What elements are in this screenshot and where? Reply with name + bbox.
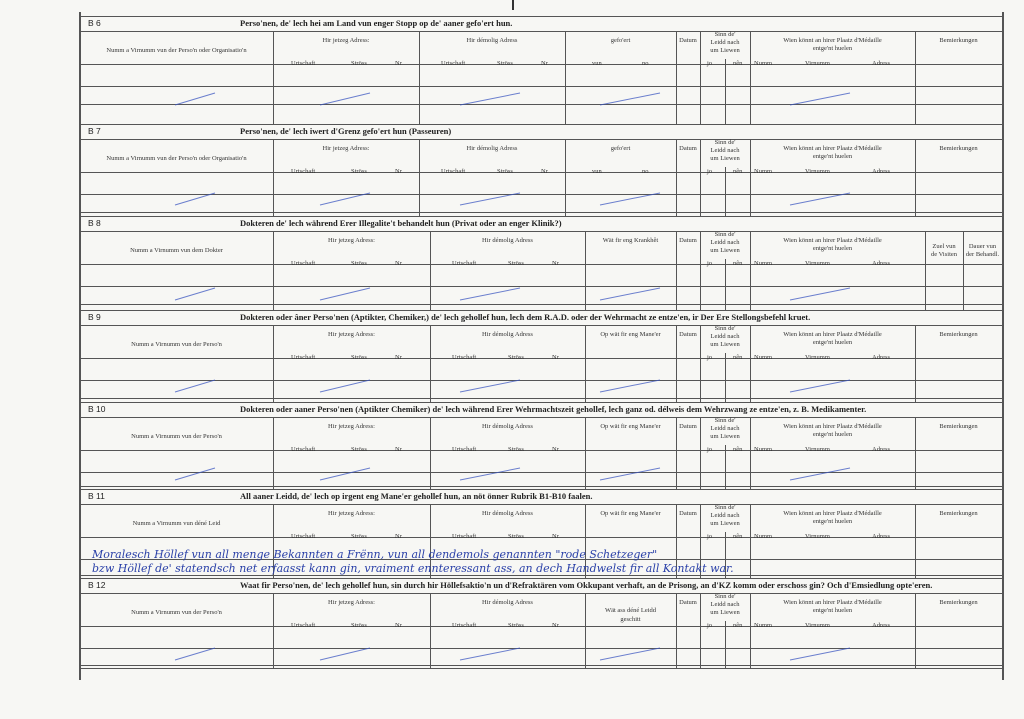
entry-row-rule (80, 575, 1002, 576)
alive-header: Leidd nach (710, 512, 740, 519)
town-header: Urtschaft (291, 446, 316, 453)
pen-slash (790, 193, 850, 205)
number-header: Nr (541, 168, 548, 175)
former-address-header: Hir démolig Adress (482, 423, 533, 430)
section-top-rule (80, 578, 1002, 579)
section-header-rule (80, 417, 1002, 418)
medal-name-header: Numm (754, 168, 773, 175)
pen-slash (460, 468, 520, 480)
medal-address-header: Adress (872, 260, 891, 267)
pen-slash (460, 288, 520, 300)
name-column-header: Numm a Virnumm vun der Perso'n (131, 341, 222, 348)
street-header: Ströss (351, 168, 367, 175)
medal-name-header: Numm (754, 354, 773, 361)
header-bottom-rule (80, 537, 1002, 538)
jo-nen-divider (725, 621, 726, 668)
number-header: Nr (395, 622, 402, 629)
remarks-header: Bemierkungen (939, 145, 978, 152)
name-column-header: Numm a Virnumm vun der Perso'n (131, 609, 222, 616)
pen-slash (600, 193, 660, 205)
street-header: Ströss (351, 446, 367, 453)
entry-row-rule (80, 398, 1002, 399)
medal-firstname-header: Virnumm (805, 622, 830, 629)
section-code: B 10 (88, 404, 106, 414)
street-header: Ströss (351, 60, 367, 67)
street-header: Ströss (508, 533, 524, 540)
pen-slash (175, 468, 215, 480)
number-header: Nr (541, 60, 548, 67)
pen-slash (460, 380, 520, 392)
header-bottom-rule (80, 264, 1002, 265)
alive-header: Leidd nach (710, 425, 740, 432)
no-header: nên (733, 60, 743, 67)
section-header-rule (80, 31, 1002, 32)
yes-header: jo (707, 446, 713, 453)
duration-header: der Behandl. (965, 251, 1000, 258)
town-header: Urtschaft (291, 622, 316, 629)
pen-slash (600, 288, 660, 300)
alive-header: um Liewen (710, 155, 740, 162)
town-header: Urtschaft (441, 60, 466, 67)
column-rule (915, 31, 916, 124)
section-code: B 8 (88, 218, 101, 228)
section-title: Perso'nen, de' lech iwert d'Grenz gefo'ert hun (Passeuren) (240, 126, 452, 136)
medal-firstname-header: Virnumm (805, 354, 830, 361)
current-address-header: Hir jetzeg Adress: (328, 599, 375, 606)
medal-address-header: Adress (872, 60, 891, 67)
alive-header: Sinn de' (714, 325, 736, 332)
number-header: Nr (552, 622, 559, 629)
column-rule (925, 231, 926, 310)
medal-header: entge'nt huelen (812, 518, 853, 525)
date-header: Datum (679, 145, 697, 152)
town-header: Urtschaft (291, 260, 316, 267)
entry-row-rule (80, 380, 1002, 381)
street-header: Ströss (508, 446, 524, 453)
medal-header: entge'nt huelen (812, 607, 853, 614)
medal-address-header: Adress (872, 354, 891, 361)
town-header: Urtschaft (452, 260, 477, 267)
medal-name-header: Numm (754, 446, 773, 453)
date-header: Datum (679, 237, 697, 244)
no-header: nên (733, 354, 743, 361)
street-header: Ströss (508, 354, 524, 361)
visits-header: de Visiten (930, 251, 958, 258)
former-address-header: Hir démolig Adress (482, 510, 533, 517)
name-column-header: Numm a Virnumm vun der Perso'n oder Organisatio'n (106, 47, 247, 54)
transported-header: gefo'ert (610, 145, 631, 152)
medal-header: entge'nt huelen (812, 431, 853, 438)
town-header: Urtschaft (291, 60, 316, 67)
form-bottom-rule (80, 668, 1002, 669)
pen-slash (790, 468, 850, 480)
street-header: Ströss (508, 622, 524, 629)
column-rule (585, 593, 586, 668)
to-header: no (642, 168, 649, 175)
date-header: Datum (679, 599, 697, 606)
section-top-rule (80, 16, 1002, 17)
alive-header: Leidd nach (710, 147, 740, 154)
alive-header: Leidd nach (710, 601, 740, 608)
pen-slash (320, 193, 370, 205)
town-header: Urtschaft (291, 354, 316, 361)
pen-slash (460, 193, 520, 205)
entry-row-rule (80, 665, 1002, 666)
pen-slash (460, 648, 520, 660)
number-header: Nr (552, 260, 559, 267)
remarks-header: Bemierkungen (939, 599, 978, 606)
pen-slash (600, 380, 660, 392)
section-title: Dokteren de' lech während Erer Illegalite't behandelt hun (Privat oder an enger Klinik?) (240, 218, 562, 228)
alive-header: Leidd nach (710, 333, 740, 340)
alive-header: um Liewen (710, 520, 740, 527)
medal-name-header: Numm (754, 60, 773, 67)
medal-header: entge'nt huelen (812, 339, 853, 346)
town-header: Urtschaft (291, 533, 316, 540)
yes-header: jo (707, 533, 713, 540)
remarks-header: Bemierkungen (939, 331, 978, 338)
section-title: All aaner Leidd, de' lech op irgent eng Mane'er gehollef hun, an nöt önner Rubrik B1-B10 faalen. (240, 491, 593, 501)
manner-header: Op wät fir eng Mane'er (600, 331, 661, 338)
no-header: nên (733, 533, 743, 540)
number-header: Nr (395, 260, 402, 267)
entry-row-rule (80, 648, 1002, 649)
entry-row-rule (80, 194, 1002, 195)
remarks-header: Bemierkungen (939, 510, 978, 517)
no-header: nên (733, 446, 743, 453)
street-header: Ströss (497, 60, 513, 67)
entry-row-rule (80, 212, 1002, 213)
pen-slash (175, 380, 215, 392)
medal-header: entge'nt huelen (812, 45, 853, 52)
column-rule (676, 31, 677, 124)
current-address-header: Hir jetzeg Adress: (328, 237, 375, 244)
medal-header: Wien könnt an hirer Plaatz d'Médaille (783, 37, 882, 44)
medal-header: Wien könnt an hirer Plaatz d'Médaille (783, 237, 882, 244)
section-code: B 12 (88, 580, 106, 590)
what-happened-header: geschitt (620, 616, 641, 623)
from-header: vun (592, 168, 602, 175)
from-header: vun (592, 60, 602, 67)
section-top-rule (80, 489, 1002, 490)
no-header: nên (733, 260, 743, 267)
pen-slash (600, 648, 660, 660)
illness-header: Wät fir eng Krankhêt (602, 237, 659, 244)
pen-slash (600, 468, 660, 480)
current-address-header: Hir jetzeg Adress: (322, 145, 370, 152)
former-address-header: Hir démolig Adress (466, 145, 518, 152)
yes-header: jo (707, 260, 713, 267)
yes-header: jo (707, 168, 713, 175)
alive-header: Sinn de' (714, 31, 736, 38)
town-header: Urtschaft (291, 168, 316, 175)
date-header: Datum (679, 510, 697, 517)
jo-nen-divider (725, 167, 726, 216)
manner-header: Op wät fir eng Mane'er (600, 510, 661, 517)
date-header: Datum (679, 423, 697, 430)
alive-header: um Liewen (710, 609, 740, 616)
medal-name-header: Numm (754, 260, 773, 267)
jo-nen-divider (725, 59, 726, 124)
section-top-rule (80, 310, 1002, 311)
section-top-rule (80, 124, 1002, 125)
pen-slash (175, 288, 215, 300)
column-rule (750, 31, 751, 124)
section-header-rule (80, 325, 1002, 326)
jo-nen-divider (725, 259, 726, 310)
column-rule (419, 31, 420, 124)
section-title: Dokteren oder âner Perso'nen (Aptikter, Chemiker,) de' lech gehollef hun, lech dem R.A.D. oder der Wehrmacht ze entze'en, ir Der Ere Stellongsbefehl kruet. (240, 312, 811, 322)
name-column-header: Numm a Virnumm vun dem Dokter (130, 247, 223, 254)
medal-address-header: Adress (872, 168, 891, 175)
entry-row-rule (80, 486, 1002, 487)
yes-header: jo (707, 354, 713, 361)
medal-firstname-header: Virnumm (805, 60, 830, 67)
town-header: Urtschaft (441, 168, 466, 175)
town-header: Urtschaft (452, 354, 477, 361)
current-address-header: Hir jetzeg Adress: (328, 331, 375, 338)
date-header: Datum (679, 331, 697, 338)
current-address-header: Hir jetzeg Adress: (322, 37, 370, 44)
date-header: Datum (679, 37, 697, 44)
entry-row-rule (80, 286, 1002, 287)
former-address-header: Hir démolig Adress (466, 37, 518, 44)
entry-row-rule (80, 304, 1002, 305)
alive-header: um Liewen (710, 47, 740, 54)
handwritten-answer-line-2: bzw Höllef de' statendsch net erfaasst kann gin, vraiment ennteressant ass, an dech Handwelst fir all Kontakt war. (92, 562, 734, 575)
medal-firstname-header: Virnumm (805, 533, 830, 540)
section-top-rule (80, 216, 1002, 217)
yes-header: jo (707, 60, 713, 67)
header-bottom-rule (80, 626, 1002, 627)
medal-header: entge'nt huelen (812, 153, 853, 160)
column-rule (273, 31, 274, 124)
name-column-header: Numm a Virnumm vun der Perso'n (131, 433, 222, 440)
medal-address-header: Adress (872, 622, 891, 629)
entry-row-rule (80, 86, 1002, 87)
number-header: Nr (395, 533, 402, 540)
alive-header: Sinn de' (714, 231, 736, 238)
section-code: B 11 (88, 491, 105, 501)
what-happened-header: Wät ass déné Leidd (604, 607, 657, 614)
number-header: Nr (395, 354, 402, 361)
number-header: Nr (552, 446, 559, 453)
medal-address-header: Adress (872, 533, 891, 540)
section-header-rule (80, 139, 1002, 140)
medal-header: Wien könnt an hirer Plaatz d'Médaille (783, 599, 882, 606)
frame-right-border (1002, 12, 1004, 680)
section-code: B 6 (88, 18, 101, 28)
medal-firstname-header: Virnumm (805, 168, 830, 175)
transported-header: gefo'ert (610, 37, 631, 44)
alive-header: Sinn de' (714, 593, 736, 600)
current-address-header: Hir jetzeg Adress: (328, 423, 375, 430)
section-code: B 7 (88, 126, 101, 136)
current-address-header: Hir jetzeg Adress: (328, 510, 375, 517)
entry-row-rule (80, 104, 1002, 105)
street-header: Ströss (508, 260, 524, 267)
pen-slash (790, 648, 850, 660)
yes-header: jo (707, 622, 713, 629)
pen-slash (790, 380, 850, 392)
number-header: Nr (552, 354, 559, 361)
alive-header: Leidd nach (710, 239, 740, 246)
name-column-header: Numm a Virnumm vun déné Leid (132, 520, 221, 527)
remarks-header: Bemierkungen (939, 423, 978, 430)
town-header: Urtschaft (452, 622, 477, 629)
column-rule (963, 231, 964, 310)
remarks-header: Bemierkungen (939, 37, 978, 44)
town-header: Urtschaft (452, 533, 477, 540)
medal-firstname-header: Virnumm (805, 260, 830, 267)
medal-name-header: Numm (754, 622, 773, 629)
handwritten-answer-line-1: Moralesch Höllef vun all menge Bekannten a Frënn, vun all dendemols genannten "rode Schetzeger" (92, 548, 658, 561)
section-title: Dokteren oder aaner Perso'nen (Aptikter Chemiker) de' lech während Erer Wehrmachtszeit gehollef, lech ganz od. délweis dem Wehrzwang ze entze'en, z. B. Medikamenter. (240, 404, 867, 414)
medal-header: entge'nt huelen (812, 245, 853, 252)
visits-header: Zuel vun (932, 243, 956, 250)
number-header: Nr (395, 168, 402, 175)
medal-header: Wien könnt an hirer Plaatz d'Médaille (783, 510, 882, 517)
medal-header: Wien könnt an hirer Plaatz d'Médaille (783, 145, 882, 152)
header-bottom-rule (80, 358, 1002, 359)
pen-slash (320, 648, 370, 660)
section-title: Waat fir Perso'nen, de' lech gehollef hun, sin durch hir Höllefsaktio'n un d'Refraktären vom Okkupant verhaft, an de Prisong, an d'KZ komm oder erschoss gin? Och d'Emsiedlung opte'eren. (240, 580, 933, 590)
no-header: nên (733, 622, 743, 629)
street-header: Ströss (497, 168, 513, 175)
street-header: Ströss (351, 533, 367, 540)
pen-slash (790, 288, 850, 300)
pen-slash (320, 288, 370, 300)
jo-nen-divider (725, 353, 726, 402)
former-address-header: Hir démolig Adress (482, 237, 533, 244)
page-top-mark (512, 0, 514, 10)
street-header: Ströss (351, 622, 367, 629)
pen-slash (320, 380, 370, 392)
section-top-rule (80, 402, 1002, 403)
alive-header: Leidd nach (710, 39, 740, 46)
medal-firstname-header: Virnumm (805, 446, 830, 453)
number-header: Nr (552, 533, 559, 540)
alive-header: Sinn de' (714, 417, 736, 424)
street-header: Ströss (351, 354, 367, 361)
number-header: Nr (395, 446, 402, 453)
street-header: Ströss (351, 260, 367, 267)
no-header: nên (733, 168, 743, 175)
town-header: Urtschaft (452, 446, 477, 453)
section-header-rule (80, 593, 1002, 594)
pen-slash (175, 648, 215, 660)
former-address-header: Hir démolig Adress (482, 331, 533, 338)
medal-header: Wien könnt an hirer Plaatz d'Médaille (783, 331, 882, 338)
medal-header: Wien könnt an hirer Plaatz d'Médaille (783, 423, 882, 430)
alive-header: Sinn de' (714, 139, 736, 146)
alive-header: um Liewen (710, 433, 740, 440)
duration-header: Dauer vun (968, 243, 997, 250)
pen-slash (320, 468, 370, 480)
to-header: no (642, 60, 649, 67)
medal-address-header: Adress (872, 446, 891, 453)
medal-name-header: Numm (754, 533, 773, 540)
column-rule (565, 31, 566, 124)
manner-header: Op wät fir eng Mane'er (600, 423, 661, 430)
header-bottom-rule (80, 450, 1002, 451)
number-header: Nr (395, 60, 402, 67)
pen-slash (175, 193, 215, 205)
section-header-rule (80, 231, 1002, 232)
alive-header: um Liewen (710, 247, 740, 254)
former-address-header: Hir démolig Adress (482, 599, 533, 606)
entry-row-rule (80, 472, 1002, 473)
section-code: B 9 (88, 312, 101, 322)
section-header-rule (80, 504, 1002, 505)
alive-header: um Liewen (710, 341, 740, 348)
jo-nen-divider (725, 445, 726, 489)
alive-header: Sinn de' (714, 504, 736, 511)
name-column-header: Numm a Virnumm vun der Perso'n oder Organisatio'n (106, 155, 247, 162)
section-title: Perso'nen, de' lech hei am Land vun enger Stopp op de' aaner gefo'ert hun. (240, 18, 513, 28)
